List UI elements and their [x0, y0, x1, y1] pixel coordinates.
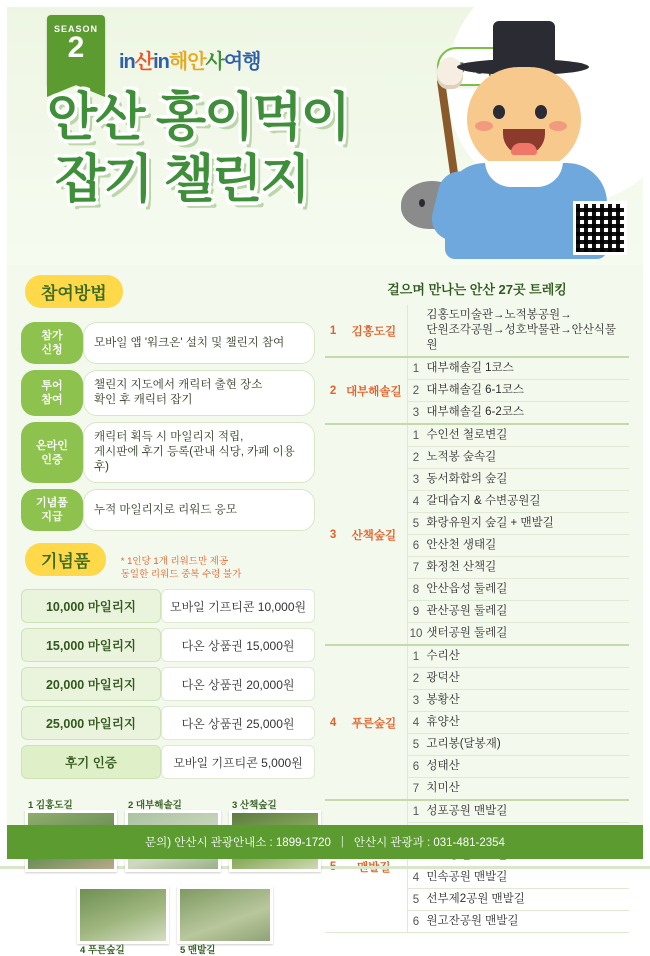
trek-item-sub: 5 [407, 734, 424, 756]
poster-header [7, 7, 643, 265]
gift-key-1: 10,000 마일리지 [21, 589, 161, 623]
trek-item-sub: 8 [407, 579, 424, 601]
trek-item-name: 치미산 [424, 778, 629, 801]
participation-value-4: 누적 마일리지로 리워드 응모 [83, 489, 315, 531]
trek-item-sub: 4 [407, 712, 424, 734]
brand-logo [119, 45, 261, 74]
trek-item-sub: 1 [407, 645, 424, 668]
participation-value-2-line2: 확인 후 캐릭터 잡기 [94, 394, 193, 406]
trek-item-name: 수인선 철로변길 [424, 424, 629, 447]
photo-4 [77, 886, 169, 956]
trek-item-sub: 4 [407, 491, 424, 513]
gift-table [21, 584, 315, 784]
table-row [325, 305, 629, 357]
participation-section-title: 참여방법 [25, 275, 123, 308]
trek-item-sub: 3 [407, 690, 424, 712]
table-row [21, 322, 315, 364]
trek-group-no-1: 1 [325, 305, 341, 357]
photo-2-caption: 2 대부해솔길 [128, 800, 182, 811]
season-badge [47, 15, 105, 85]
trek-item-name: 수리산 [424, 645, 629, 668]
qr-code-icon[interactable] [573, 201, 627, 255]
trek-item-name: 관산공원 둘레길 [424, 601, 629, 623]
participation-key-4 [21, 489, 83, 531]
photo-4-caption: 4 푸른숲길 [80, 945, 125, 956]
brush-tip-icon [437, 57, 463, 89]
table-row [325, 424, 629, 447]
trek-item-sub: 6 [407, 756, 424, 778]
brand-part-6: 여행 [223, 51, 261, 73]
footer-separator: | [340, 836, 344, 848]
poster-footer [7, 825, 643, 859]
trek-item-name: 대부해솔길 1코스 [424, 357, 629, 380]
trek-item-name: 동서화합의 숲길 [424, 469, 629, 491]
trek-item-name [424, 305, 629, 357]
gift-key-4: 25,000 마일리지 [21, 706, 161, 740]
mascot-blush-left [475, 121, 493, 131]
trek-group-no-3: 3 [325, 424, 341, 645]
gift-value-5: 모바일 기프티콘 5,000원 [161, 745, 315, 779]
table-row [325, 645, 629, 668]
gift-note-line1: * 1인당 1개 리워드만 제공 [120, 556, 229, 567]
participation-value-2-line1: 챌린지 지도에서 캐릭터 출현 장소 [94, 379, 263, 391]
trek-item-name-line1: 김홍도미술관→노적봉공원→ [426, 309, 572, 321]
footer-contact-info: 문의) 안산시 관광안내소 : 1899-1720 [145, 837, 331, 849]
trek-item-sub: 6 [407, 535, 424, 557]
trek-item-sub: 10 [407, 623, 424, 646]
photo-1-caption: 1 김홍도길 [28, 800, 73, 811]
trek-item-sub: 7 [407, 557, 424, 579]
trek-item-name: 봉황산 [424, 690, 629, 712]
participation-value-3 [83, 422, 315, 483]
participation-key-1-line1: 참가 [41, 330, 63, 342]
participation-value-2 [83, 370, 315, 416]
trek-group-course-3: 산책숲길 [341, 424, 407, 645]
gift-note [121, 555, 242, 584]
photo-3-caption: 3 산책숲길 [232, 800, 277, 811]
trek-group-no-5: 5 [325, 800, 341, 933]
table-row [21, 370, 315, 416]
participation-value-1: 모바일 앱 '워크온' 설치 및 챌린지 참여 [83, 322, 315, 364]
table-row [325, 357, 629, 380]
trek-item-name: 민속공원 맨발길 [424, 867, 629, 889]
trek-item-name: 대부해솔길 6-1코스 [424, 380, 629, 402]
gift-value-1: 모바일 기프티콘 10,000원 [161, 589, 315, 623]
trek-group-no-2: 2 [325, 357, 341, 424]
trek-item-sub: 1 [407, 800, 424, 823]
photo-5-caption: 5 맨발길 [180, 945, 216, 956]
trek-item-sub: 7 [407, 778, 424, 801]
trek-group-course-2: 대부해솔길 [341, 357, 407, 424]
trek-item-sub: 3 [407, 402, 424, 425]
page-title [47, 87, 349, 211]
participation-key-3-line2: 인증 [41, 453, 63, 466]
table-row [21, 628, 315, 662]
trek-item-sub: 5 [407, 889, 424, 911]
participation-key-2-line1: 투어 [41, 380, 63, 392]
participation-key-2-line2: 참여 [41, 394, 63, 406]
trek-item-name: 광덕산 [424, 668, 629, 690]
mascot-face [467, 67, 581, 171]
trek-group-course-4: 푸른숲길 [341, 645, 407, 800]
gift-value-3: 다온 상품권 20,000원 [161, 667, 315, 701]
trek-group-course-5: 맨발길 [341, 800, 407, 933]
trek-item-name: 안산천 생태길 [424, 535, 629, 557]
gift-value-2: 다온 상품권 15,000원 [161, 628, 315, 662]
gift-section-title: 기념품 [25, 543, 106, 576]
trek-item-sub: 2 [407, 668, 424, 690]
table-row [21, 706, 315, 740]
participation-key-1 [21, 322, 83, 364]
participation-table [21, 316, 315, 537]
trek-item-sub: 9 [407, 601, 424, 623]
participation-key-2 [21, 370, 83, 416]
trek-item-name: 화랑유원지 숲길 + 맨발길 [424, 513, 629, 535]
trek-item-name: 성포공원 맨발길 [424, 800, 629, 823]
photo-gallery [21, 794, 315, 956]
trek-item-name: 안산읍성 둘레길 [424, 579, 629, 601]
trek-item-name: 갈대습지 & 수변공원길 [424, 491, 629, 513]
trek-group-no-4: 4 [325, 645, 341, 800]
gift-note-line2: 동일한 리워드 중복 수령 불가 [120, 569, 242, 580]
brand-part-4: 해안 [168, 51, 206, 73]
trek-item-name: 노적봉 숲속길 [424, 447, 629, 469]
trek-item-name-line2: 단원조각공원→성호박물관→안산식물원 [426, 324, 617, 351]
trek-item-sub: 4 [407, 867, 424, 889]
footer-department-info: 안산시 관광과 : 031-481-2354 [353, 837, 505, 849]
participation-key-4-line2: 지급 [41, 511, 63, 523]
trek-item-sub: 1 [407, 424, 424, 447]
table-row [21, 422, 315, 483]
participation-key-4-line1: 기념품 [36, 497, 68, 509]
gift-value-4: 다온 상품권 25,000원 [161, 706, 315, 740]
title-line-2: 잡기 챌린지 [55, 151, 309, 209]
trek-group-course-1: 김홍도길 [341, 305, 407, 357]
gift-key-3: 20,000 마일리지 [21, 667, 161, 701]
participation-value-3-line2: 게시판에 후기 등록(관내 식당, 카페 이용 후) [94, 446, 295, 473]
title-line-1: 안산 홍이먹이 [47, 89, 349, 147]
participation-value-3-line1: 캐릭터 획득 시 마일리지 적립, [94, 431, 244, 443]
participation-key-3-line1: 온라인 [36, 439, 68, 452]
trek-item-name: 성태산 [424, 756, 629, 778]
brand-part-5: 사 [205, 51, 224, 73]
participation-key-1-line2: 신청 [41, 344, 63, 356]
brand-part-3: in [153, 51, 169, 73]
trek-item-sub: 2 [407, 447, 424, 469]
photo-5 [177, 886, 273, 956]
trek-item-name: 대부해솔길 6-2코스 [424, 402, 629, 425]
season-number: 2 [67, 31, 85, 64]
table-row [21, 745, 315, 779]
trek-item-name: 원고잔공원 맨발길 [424, 911, 629, 933]
trek-item-name: 휴양산 [424, 712, 629, 734]
table-row [21, 589, 315, 623]
mascot-blush-right [549, 121, 567, 131]
trek-item-sub: 3 [407, 469, 424, 491]
trek-item-name: 화정천 산책길 [424, 557, 629, 579]
hat-top [493, 21, 555, 63]
trek-item-sub: 6 [407, 911, 424, 933]
gift-key-2: 15,000 마일리지 [21, 628, 161, 662]
mascot-eye-left [493, 105, 505, 119]
table-row [21, 489, 315, 531]
trek-item-sub: 1 [407, 357, 424, 380]
season-word: SEASON [53, 24, 98, 34]
participation-key-3 [21, 422, 83, 483]
trekking-title: 걸으며 만나는 안산 27곳 트레킹 [387, 282, 567, 297]
trek-item-sub [407, 305, 424, 357]
trek-item-name: 선부제2공원 맨발길 [424, 889, 629, 911]
table-row [21, 667, 315, 701]
gift-key-5: 후기 인증 [21, 745, 161, 779]
brand-part-2: 산 [134, 51, 154, 73]
table-row [325, 800, 629, 823]
trek-item-name: 샛터공원 둘레길 [424, 623, 629, 646]
brand-part-1: in [119, 51, 135, 73]
mascot-eye-right [535, 105, 547, 119]
trek-item-sub: 5 [407, 513, 424, 535]
trek-item-name: 고리봉(달봉재) [424, 734, 629, 756]
trek-item-sub: 2 [407, 380, 424, 402]
